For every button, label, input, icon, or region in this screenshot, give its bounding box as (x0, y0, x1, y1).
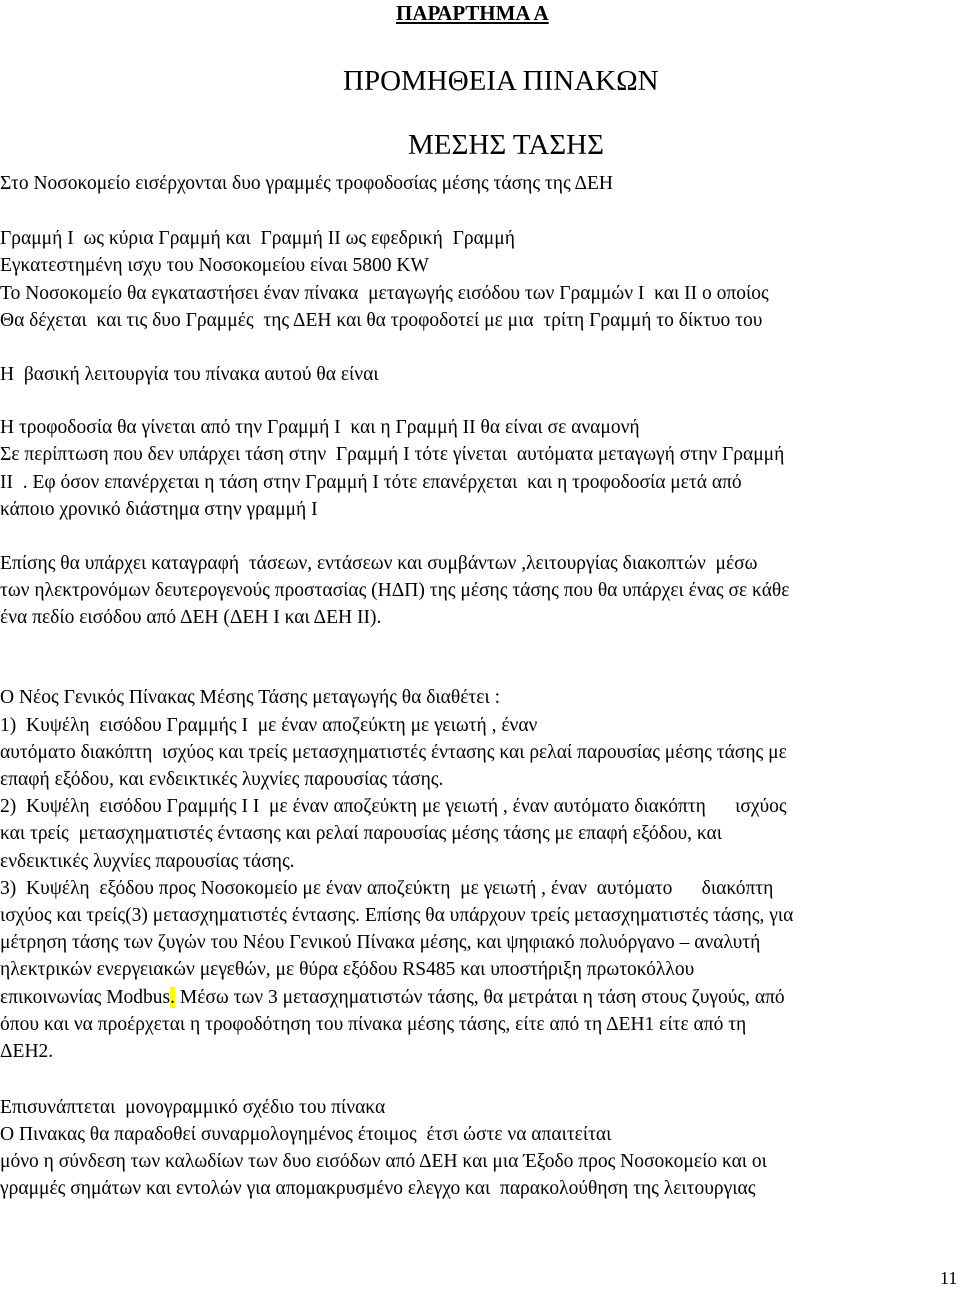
paragraph-line: Επίσης θα υπάρχει καταγραφή τάσεων, εντάσεων και συμβάντων ,λειτουργίας διακοπτών μέσω (0, 553, 758, 574)
paragraph-line: κάποιο χρονικό διάστημα στην γραμμή Ι (0, 499, 318, 520)
document-subtitle: ΜΕΣΗΣ ΤΑΣΗΣ (408, 129, 604, 161)
paragraph-line: Εγκατεστημένη ισχυ του Νοσοκομείου είναι 5800 KW (0, 255, 429, 276)
list-item-line: ενδεικτικές λυχνίες παρουσίας τάσης. (0, 851, 295, 872)
list-item-line: όπου και να προέρχεται η τροφοδότηση του πίνακα μέσης τάσης, είτε από τη ΔΕΗ1 είτε από τη (0, 1014, 747, 1035)
line-text: επικοινωνίας Modbus (0, 987, 171, 1008)
list-item-line: 2) Κυψέλη εισόδου Γραμμής Ι Ι με έναν αποζεύκτη με γειωτή , έναν αυτόματο διακόπτη ισχύος (0, 796, 787, 817)
list-item-line: ΔΕΗ2. (0, 1041, 54, 1062)
document-title: ΠΡΟΜΗΘΕΙΑ ΠΙΝΑΚΩΝ (343, 65, 659, 97)
paragraph-line: Η βασική λειτουργία του πίνακα αυτού θα είναι (0, 364, 379, 385)
paragraph-line: Σε περίπτωση που δεν υπάρχει τάση στην Γραμμή Ι τότε γίνεται αυτόματα μεταγωγή στην Γραμμή (0, 444, 785, 465)
highlighted-text: . (170, 987, 176, 1008)
paragraph-line: των ηλεκτρονόμων δευτερογενούς προστασίας (ΗΔΠ) της μέσης τάσης που θα υπάρχει ένας σε κάθε (0, 580, 790, 601)
list-item-line: ισχύος και τρείς(3) μετασχηματιστές έντασης. Επίσης θα υπάρχουν τρείς μετασχηματιστές τάσης, για (0, 905, 794, 926)
line-text: Μέσω των 3 μετασχηματιστών τάσης, θα μετράται η τάση στους ζυγούς, από (175, 987, 785, 1008)
list-item-line: ηλεκτρικών ενεργειακών μεγεθών, με θύρα εξόδου RS485 και υποστήριξη πρωτοκόλλου (0, 959, 695, 980)
paragraph-line: Επισυνάπτεται μονογραμμικό σχέδιο του πίνακα (0, 1097, 386, 1118)
paragraph-line: Η τροφοδοσία θα γίνεται από την Γραμμή Ι και η Γραμμή ΙΙ θα είναι σε αναμονή (0, 417, 640, 438)
paragraph-line: Θα δέχεται και τις δυο Γραμμές της ΔΕΗ και θα τροφοδοτεί με μια τρίτη Γραμμή το δίκτυο του (0, 310, 763, 331)
paragraph-line: Ο Πινακας θα παραδοθεί συναρμολογημένος έτοιμος έτσι ώστε να απαιτείται (0, 1124, 612, 1145)
paragraph-line: μόνο η σύνδεση των καλωδίων των δυο εισόδων από ΔΕΗ και μια Έξοδο προς Νοσοκομείο και οι (0, 1151, 767, 1172)
appendix-title: ΠΑΡΑΡΤΗΜΑ Α (396, 1, 549, 25)
list-item-line: 1) Κυψέλη εισόδου Γραμμής Ι με έναν αποζεύκτη με γειωτή , έναν (0, 715, 538, 736)
page-number: 11 (940, 1268, 958, 1288)
paragraph-line: Το Νοσοκομείο θα εγκαταστήσει έναν πίνακα μεταγωγής εισόδου των Γραμμών Ι και ΙΙ ο οποίος (0, 283, 769, 304)
list-item-line: επαφή εξόδου, και ενδεικτικές λυχνίες παρουσίας τάσης. (0, 769, 444, 790)
paragraph-line: γραμμές σημάτων και εντολών για απομακρυσμένο ελεγχο και παρακολούθηση της λειτουργιας (0, 1178, 756, 1199)
list-item-line: μέτρηση τάσης των ζυγών του Νέου Γενικού Πίνακα μέσης, και ψηφιακό πολυόργανο – αναλυτή (0, 932, 761, 953)
paragraph-line: Στο Νοσοκομείο εισέρχονται δυο γραμμές τροφοδοσίας μέσης τάσης της ΔΕΗ (0, 173, 614, 194)
list-item-line: 3) Κυψέλη εξόδου προς Νοσοκομείο με έναν αποζεύκτη με γειωτή , έναν αυτόματο διακόπτη (0, 878, 774, 899)
paragraph-line: ΙΙ . Εφ όσον επανέρχεται η τάση στην Γραμμή Ι τότε επανέρχεται και η τροφοδοσία μετά από (0, 472, 742, 493)
paragraph-line: Γραμμή Ι ως κύρια Γραμμή και Γραμμή ΙΙ ως εφεδρική Γραμμή (0, 228, 515, 249)
paragraph-line: ένα πεδίο εισόδου από ΔΕΗ (ΔΕΗ Ι και ΔΕΗ ΙΙ). (0, 607, 382, 628)
list-item-line (0, 986, 785, 1010)
paragraph-line: Ο Νέος Γενικός Πίνακας Μέσης Τάσης μεταγωγής θα διαθέτει : (0, 687, 500, 708)
list-item-line: και τρείς μετασχηματιστές έντασης και ρελαί παρουσίας μέσης τάσης με επαφή εξόδου, και (0, 823, 723, 844)
list-item-line: αυτόματο διακόπτη ισχύος και τρείς μετασχηματιστές έντασης και ρελαί παρουσίας μέσης τάσης με (0, 742, 787, 763)
